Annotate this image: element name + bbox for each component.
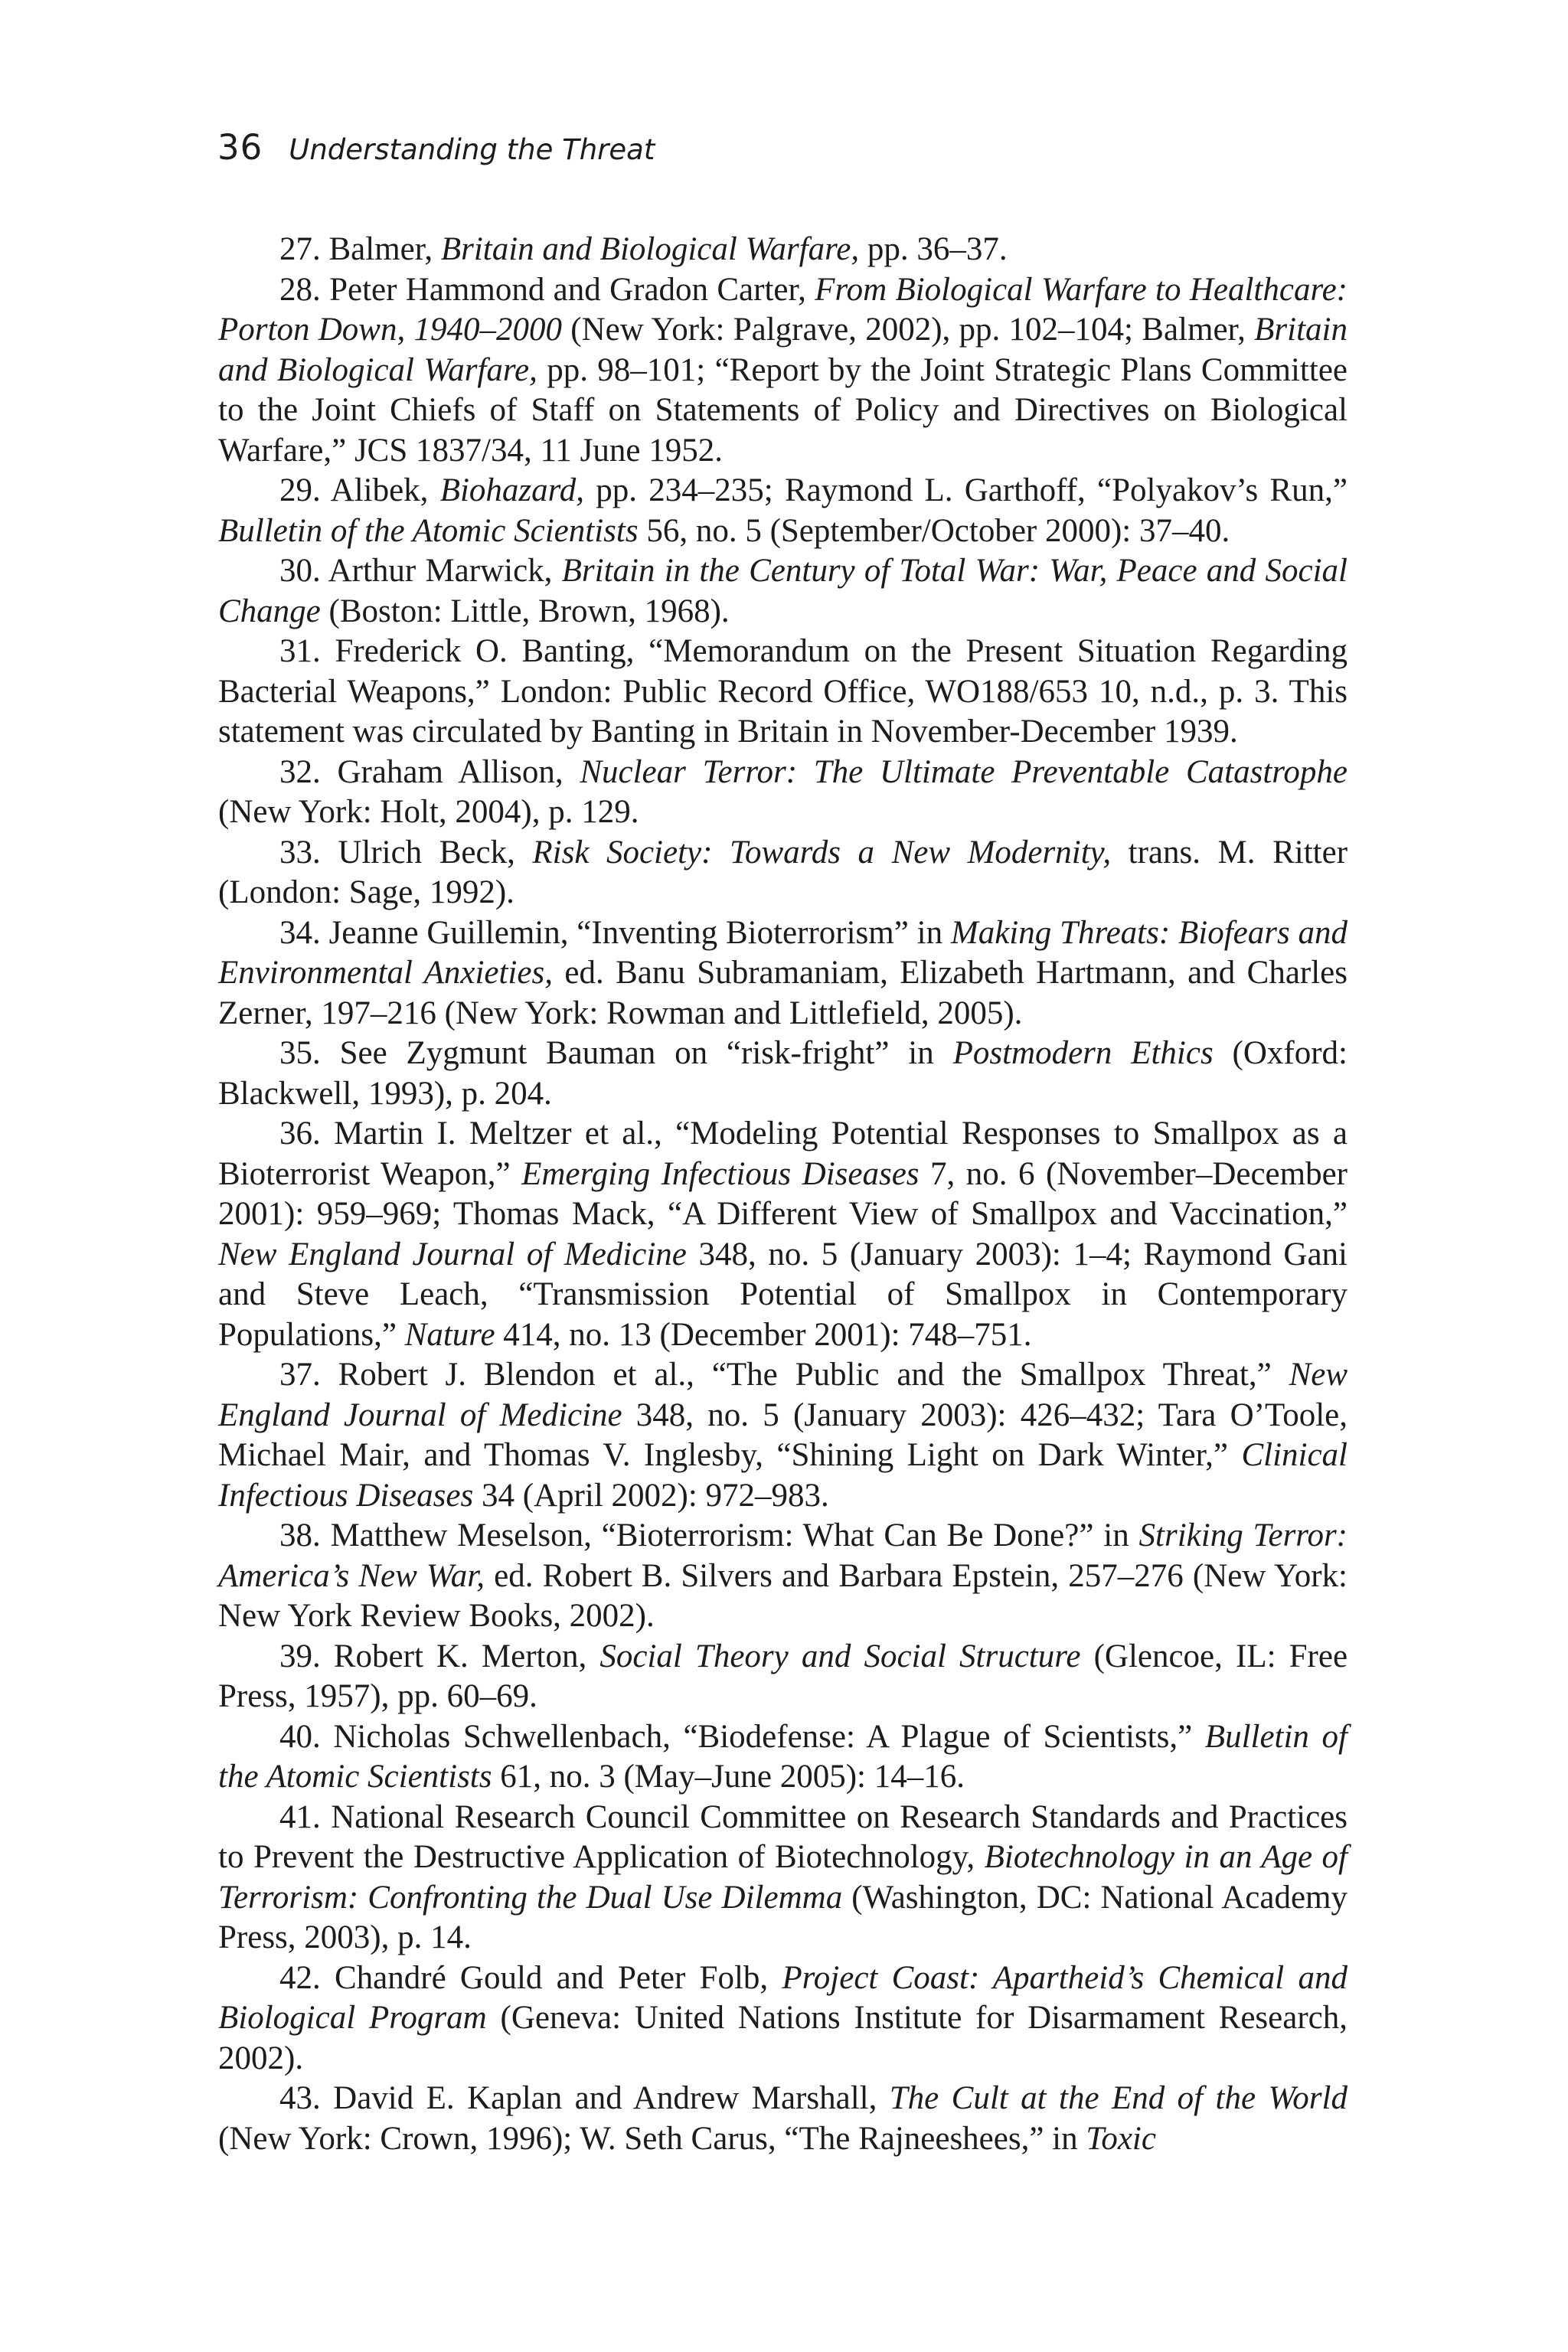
endnote-number: 28.: [279, 271, 321, 308]
endnote-title-italic: Nuclear Terror: The Ultimate Preventable Catastrophe: [580, 753, 1348, 790]
endnote: [218, 1717, 1348, 1798]
endnote-text: 348, no. 5 (January 2003): 1–4; Raymond Gani and Steve Leach, “Transmission Potential of Smallpox in Contemporary Populations,”: [218, 1236, 1348, 1353]
endnote-title-italic: Making Threats: Biofears and Environmental Anxieties,: [218, 914, 1348, 991]
endnote-text: (Boston: Little, Brown, 1968).: [320, 593, 730, 629]
endnote-text: pp. 36–37.: [859, 231, 1008, 267]
endnotes-list: [218, 230, 1348, 2159]
endnote-title-italic: Bulletin of the Atomic Scientists: [218, 512, 639, 549]
endnote-text: David E. Kaplan and Andrew Marshall,: [333, 2080, 890, 2116]
endnote-text: Graham Allison,: [337, 753, 580, 790]
endnote-text: trans. M. Ritter (London: Sage, 1992).: [218, 834, 1348, 910]
endnote-number: 38.: [279, 1517, 321, 1553]
endnote-text: 7, no. 6 (November–December 2001): 959–969; Thomas Mack, “A Different View of Smallpox and Vaccination,”: [218, 1155, 1348, 1232]
endnote-number: 36.: [279, 1116, 321, 1152]
endnote-number: 27.: [279, 231, 321, 267]
endnote-text: Alibek,: [330, 472, 440, 508]
endnote: [218, 1114, 1348, 1355]
endnote-title-italic: New England Journal of Medicine: [218, 1236, 687, 1272]
endnote-title-italic: Britain in the Century of Total War: War, Peace and Social Change: [218, 553, 1348, 629]
endnote-number: 29.: [279, 472, 321, 508]
endnote-number: 35.: [279, 1035, 321, 1071]
endnote-text: Robert J. Blendon et al., “The Public and the Smallpox Threat,”: [338, 1357, 1289, 1393]
endnote-title-italic: Toxic: [1086, 2120, 1156, 2157]
endnote-number: 37.: [279, 1357, 321, 1393]
endnote: [218, 753, 1348, 833]
endnote-number: 30.: [279, 553, 321, 589]
chapter-title: Understanding the Threat: [289, 133, 655, 166]
endnote-title-italic: Britain and Biological Warfare,: [440, 231, 860, 267]
endnote-number: 34.: [279, 914, 321, 951]
endnote-number: 41.: [279, 1798, 321, 1835]
endnote: [218, 270, 1348, 472]
endnote: [218, 1798, 1348, 1958]
endnote-text: (New York: Palgrave, 2002), pp. 102–104; Balmer,: [561, 312, 1255, 348]
endnote-title-italic: Nature: [404, 1316, 495, 1353]
endnote-text: ed. Banu Subramaniam, Elizabeth Hartmann, and Charles Zerner, 197–216 (New York: Rowman and Littlefield, 2005).: [218, 955, 1348, 1031]
endnote-text: Balmer,: [328, 231, 441, 267]
endnote-number: 43.: [279, 2080, 321, 2116]
endnote-title-italic: Clinical Infectious Diseases: [218, 1437, 1348, 1514]
endnote-text: Martin I. Meltzer et al., “Modeling Potential Responses to Smallpox as a Bioterrorist Weapon,”: [218, 1116, 1348, 1192]
endnote-number: 33.: [279, 834, 321, 871]
endnote-text: Matthew Meselson, “Bioterrorism: What Can Be Done?” in: [330, 1517, 1139, 1553]
endnote-title-italic: From Biological Warfare to Healthcare: Porton Down, 1940–2000: [218, 271, 1348, 348]
endnote-text: Jeanne Guillemin, “Inventing Bioterrorism” in: [328, 914, 951, 951]
endnote-text: 56, no. 5 (September/October 2000): 37–40.: [638, 512, 1230, 549]
endnote-text: (Glencoe, IL: Free Press, 1957), pp. 60–69.: [218, 1638, 1348, 1714]
endnote: [218, 1958, 1348, 2079]
endnote-text: 61, no. 3 (May–June 2005): 14–16.: [492, 1759, 965, 1795]
endnote-text: (Washington, DC: National Academy Press, 2003), p. 14.: [218, 1879, 1348, 1955]
endnote-title-italic: Emerging Infectious Diseases: [521, 1155, 920, 1192]
endnote-title-italic: Britain and Biological Warfare,: [218, 312, 1348, 388]
endnote-title-italic: Postmodern Ethics: [952, 1035, 1214, 1071]
endnote-title-italic: Social Theory and Social Structure: [599, 1638, 1081, 1674]
endnote-title-italic: Project Coast: Apartheid’s Chemical and Biological Program: [218, 1959, 1348, 2036]
endnote: [218, 913, 1348, 1034]
page-number: 36: [217, 127, 263, 168]
endnote-text: (New York: Holt, 2004), p. 129.: [218, 794, 639, 830]
endnote-number: 39.: [279, 1638, 321, 1674]
endnote: [218, 632, 1348, 753]
endnote-text: (New York: Crown, 1996); W. Seth Carus, “The Rajneeshees,” in: [218, 2120, 1086, 2157]
endnote-text: Nicholas Schwellenbach, “Biodefense: A Plague of Scientists,”: [333, 1718, 1205, 1755]
endnote-text: (Oxford: Blackwell, 1993), p. 204.: [218, 1035, 1348, 1112]
endnote-text: ed. Robert B. Silvers and Barbara Epstein, 257–276 (New York: New York Review Books, 2002).: [218, 1557, 1348, 1634]
endnote-number: 40.: [279, 1718, 321, 1755]
endnote: [218, 471, 1348, 551]
endnote-title-italic: The Cult at the End of the World: [889, 2080, 1348, 2116]
endnote: [218, 833, 1348, 913]
endnote-title-italic: Biohazard,: [439, 472, 585, 508]
endnote: [218, 2079, 1348, 2159]
endnote: [218, 1034, 1348, 1114]
endnote-text: (Geneva: United Nations Institute for Disarmament Research, 2002).: [218, 2000, 1348, 2076]
endnote-text: Peter Hammond and Gradon Carter,: [329, 271, 815, 308]
endnote-text: 414, no. 13 (December 2001): 748–751.: [495, 1316, 1032, 1353]
endnote-number: 32.: [279, 753, 321, 790]
endnote-text: 348, no. 5 (January 2003): 426–432; Tara O’Toole, Michael Mair, and Thomas V. Inglesby, “Shining Light on Dark Winter,”: [218, 1396, 1348, 1473]
endnote-text: Frederick O. Banting, “Memorandum on the Present Situation Regarding Bacterial Weapons,” London: Public Record Office, WO188/653 10, n.d., p. 3. This statement was circulated by Banting in Britain in November-December 1939.: [218, 633, 1348, 750]
endnote: [218, 1355, 1348, 1516]
endnote: [218, 1637, 1348, 1717]
endnote-title-italic: Biotechnology in an Age of Terrorism: Confronting the Dual Use Dilemma: [218, 1839, 1348, 1916]
endnote-title-italic: Risk Society: Towards a New Modernity,: [532, 834, 1112, 871]
endnote-text: Ulrich Beck,: [338, 834, 533, 871]
endnote-text: See Zygmunt Bauman on “risk-fright” in: [339, 1035, 953, 1071]
endnote: [218, 230, 1348, 270]
endnote-text: Arthur Marwick,: [328, 553, 562, 589]
endnote-text: pp. 98–101; “Report by the Joint Strategic Plans Committee to the Joint Chiefs of Staff on Statements of Policy and Directives on Biological Warfare,” JCS 1837/34, 11 June 1952.: [218, 351, 1348, 469]
endnote-title-italic: Bulletin of the Atomic Scientists: [218, 1718, 1348, 1795]
endnote: [218, 1516, 1348, 1637]
endnote-text: Robert K. Merton,: [333, 1638, 600, 1674]
endnote-text: National Research Council Committee on Research Standards and Practices to Prevent the Destructive Application of Biotechnology,: [218, 1798, 1348, 1875]
endnote-title-italic: Striking Terror: America’s New War,: [218, 1517, 1348, 1594]
endnote-number: 42.: [279, 1959, 321, 1996]
endnote: [218, 551, 1348, 632]
endnote-title-italic: New England Journal of Medicine: [218, 1357, 1348, 1433]
endnote-text: pp. 234–235; Raymond L. Garthoff, “Polyakov’s Run,”: [584, 472, 1348, 508]
endnote-number: 31.: [279, 633, 321, 669]
running-head: [217, 127, 655, 168]
endnote-text: 34 (April 2002): 972–983.: [473, 1477, 829, 1514]
endnote-text: Chandré Gould and Peter Folb,: [334, 1959, 782, 1996]
